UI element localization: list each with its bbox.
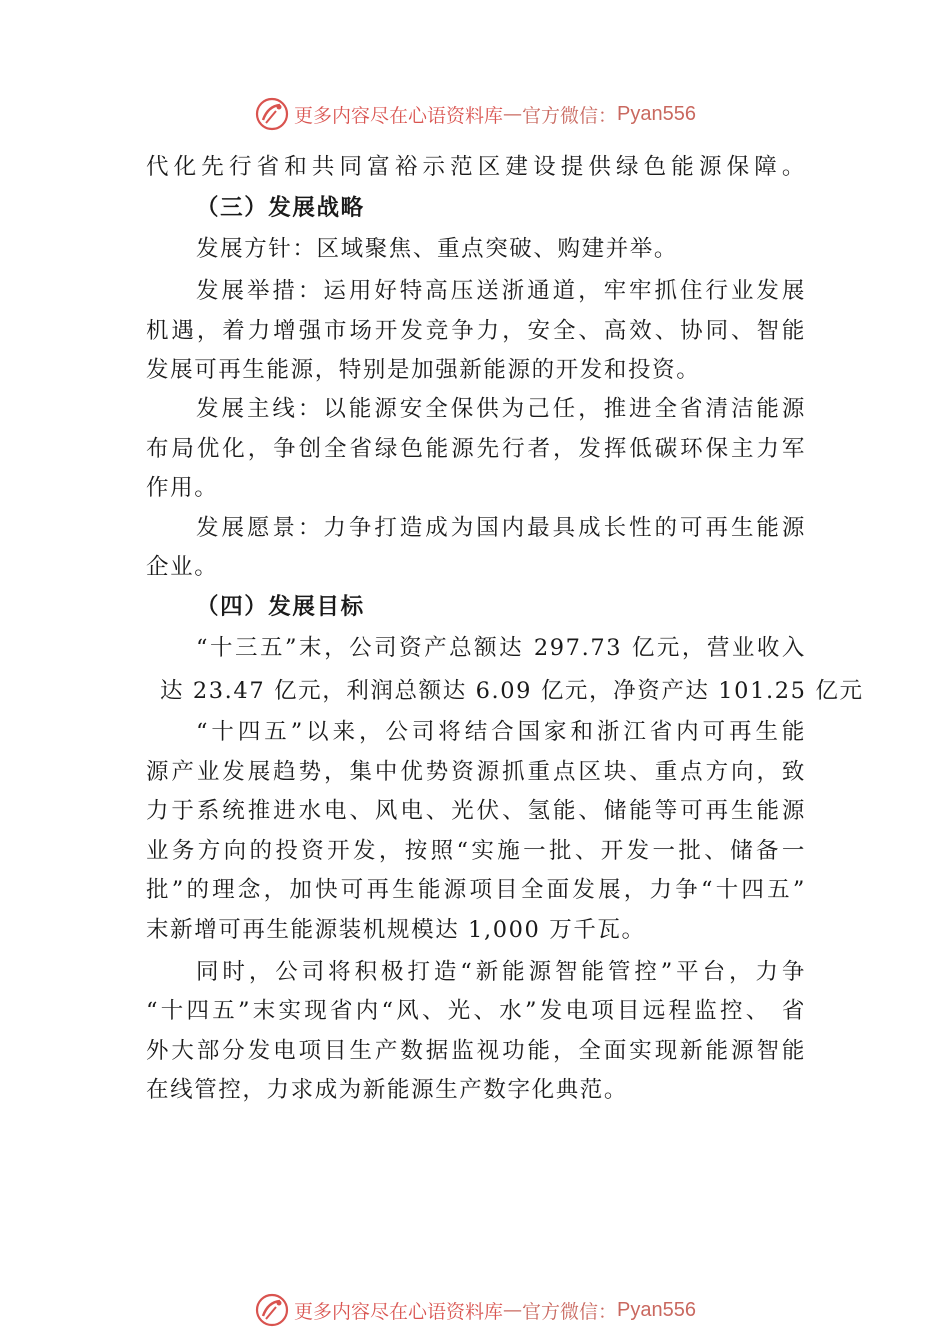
paragraph-line: 发展愿景：力争打造成为国内最具成长性的可再生能源 [196,515,806,541]
paragraph-line: 源产业发展趋势，集中优势资源抓重点区块、重点方向，致 [146,759,806,785]
watermark-dash: — [503,1299,523,1321]
logo-icon [254,1292,290,1328]
watermark-sub-text: 官方微信： [522,1300,618,1323]
watermark-header [0,94,950,134]
paragraph-line: 力于系统推进水电、风电、光伏、氢能、储能等可再生能源 [146,798,806,824]
section-heading: （三）发展战略 [196,195,365,221]
paragraph-line: 在线管控，力求成为新能源生产数字化典范。 [146,1077,629,1103]
paragraph-line: 发展主线：以能源安全保供为己任，推进全省清洁能源 [196,396,806,422]
watermark-main-text: 更多内容尽在心语资料库 [294,104,504,127]
paragraph-line: 同时，公司将积极打造“新能源智能管控”平台，力争 [196,959,806,985]
paragraph-line: “十四五”末实现省内“风、光、水”发电项目远程监控、 省 [146,998,806,1024]
watermark-dash: — [503,103,523,125]
watermark-main-text: 更多内容尽在心语资料库 [294,1300,504,1323]
paragraph-line: 发展举措：运用好特高压送浙通道，牢牢抓住行业发展 [196,278,806,304]
watermark-footer [0,1290,950,1330]
paragraph-line: 批”的理念，加快可再生能源项目全面发展，力争“十四五” [146,877,806,903]
paragraph-line: “十三五”末，公司资产总额达 297.73 亿元，营业收入 [196,635,806,661]
paragraph-line: 代化先行省和共同富裕示范区建设提供绿色能源保障。 [146,154,806,180]
logo-icon [254,96,290,132]
paragraph-line: 发展方针：区域聚焦、重点突破、购建并举。 [196,236,679,262]
paragraph-line: 机遇，着力增强市场开发竞争力，安全、高效、协同、智能 [146,318,806,344]
paragraph-line: 业务方向的投资开发，按照“实施一批、开发一批、储备一 [146,838,806,864]
paragraph-line: 企业。 [146,554,219,580]
watermark-sub-text: 官方微信： [522,104,618,127]
watermark-wechat-id: Pyan556 [617,1298,696,1321]
paragraph-line: 末新增可再生能源装机规模达 1,000 万千瓦。 [146,917,646,943]
paragraph-line: 外大部分发电项目生产数据监视功能，全面实现新能源智能 [146,1038,806,1064]
paragraph-line: 作用。 [146,475,219,501]
paragraph-line: “十四五”以来，公司将结合国家和浙江省内可再生能 [196,719,806,745]
paragraph-line: 发展可再生能源，特别是加强新能源的开发和投资。 [146,357,701,383]
watermark-wechat-id: Pyan556 [617,102,696,125]
paragraph-line: 布局优化，争创全省绿色能源先行者，发挥低碳环保主力军 [146,436,806,462]
section-heading: （四）发展目标 [196,594,365,620]
paragraph-line: 达 23.47 亿元，利润总额达 6.09 亿元，净资产达 101.25 亿元 [160,678,864,704]
